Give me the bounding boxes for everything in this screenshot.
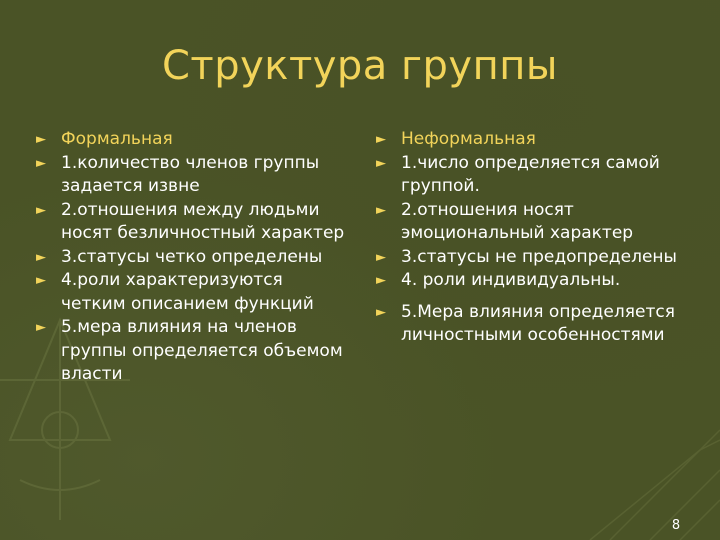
list-item: [376, 246, 696, 270]
list-item: [36, 199, 346, 246]
list-item-text: 3.статусы не предопределены: [401, 246, 677, 267]
bullet-icon: ►: [36, 273, 46, 288]
informal-heading: Неформальная: [401, 129, 536, 149]
bullet-icon: ►: [36, 132, 46, 147]
list-item: [376, 269, 696, 293]
list-item: [376, 199, 696, 246]
informal-heading-item: [376, 128, 696, 152]
list-item-text: 3.статусы четко определены: [61, 246, 323, 267]
spacer: [376, 293, 696, 301]
formal-column: [36, 128, 346, 387]
bullet-icon: ►: [376, 304, 386, 320]
list-item-text: 1.число определяется самой группой.: [401, 152, 660, 196]
page-number: 8: [671, 518, 681, 533]
list-item-text: 2.отношения носят эмоциональный характер: [401, 199, 634, 243]
slide-title: Структура группы: [161, 43, 558, 89]
list-item-text: 4.роли характеризуются четким описанием функций: [61, 270, 314, 314]
bullet-icon: ►: [36, 249, 46, 265]
bullet-icon: ►: [36, 155, 46, 171]
list-item: [376, 301, 696, 348]
list-item: [36, 152, 346, 199]
list-item-text: 2.отношения между людьми носят безличностный характер: [61, 199, 345, 243]
list-item-text: 5.Мера влияния определяется личностными особенностями: [401, 301, 675, 345]
list-item-text: 1.количество членов группы задается извне: [61, 152, 320, 196]
bullet-icon: ►: [376, 202, 386, 218]
bullet-icon: ►: [36, 320, 46, 335]
list-item: [36, 269, 346, 316]
formal-heading: Формальная: [61, 129, 173, 149]
formal-heading-item: [36, 128, 346, 152]
list-item: [36, 316, 346, 387]
informal-column: [376, 128, 696, 348]
list-item-text: 5.мера влияния на членов группы определяется объемом власти: [61, 317, 343, 384]
bullet-icon: ►: [376, 249, 386, 265]
list-item-text: 4. роли индивидуальны.: [401, 270, 621, 290]
bullet-icon: ►: [376, 273, 386, 288]
list-item: [36, 246, 346, 270]
list-item: [376, 152, 696, 199]
bullet-icon: ►: [36, 202, 46, 218]
bullet-icon: ►: [376, 155, 386, 171]
bullet-icon: ►: [376, 132, 386, 147]
